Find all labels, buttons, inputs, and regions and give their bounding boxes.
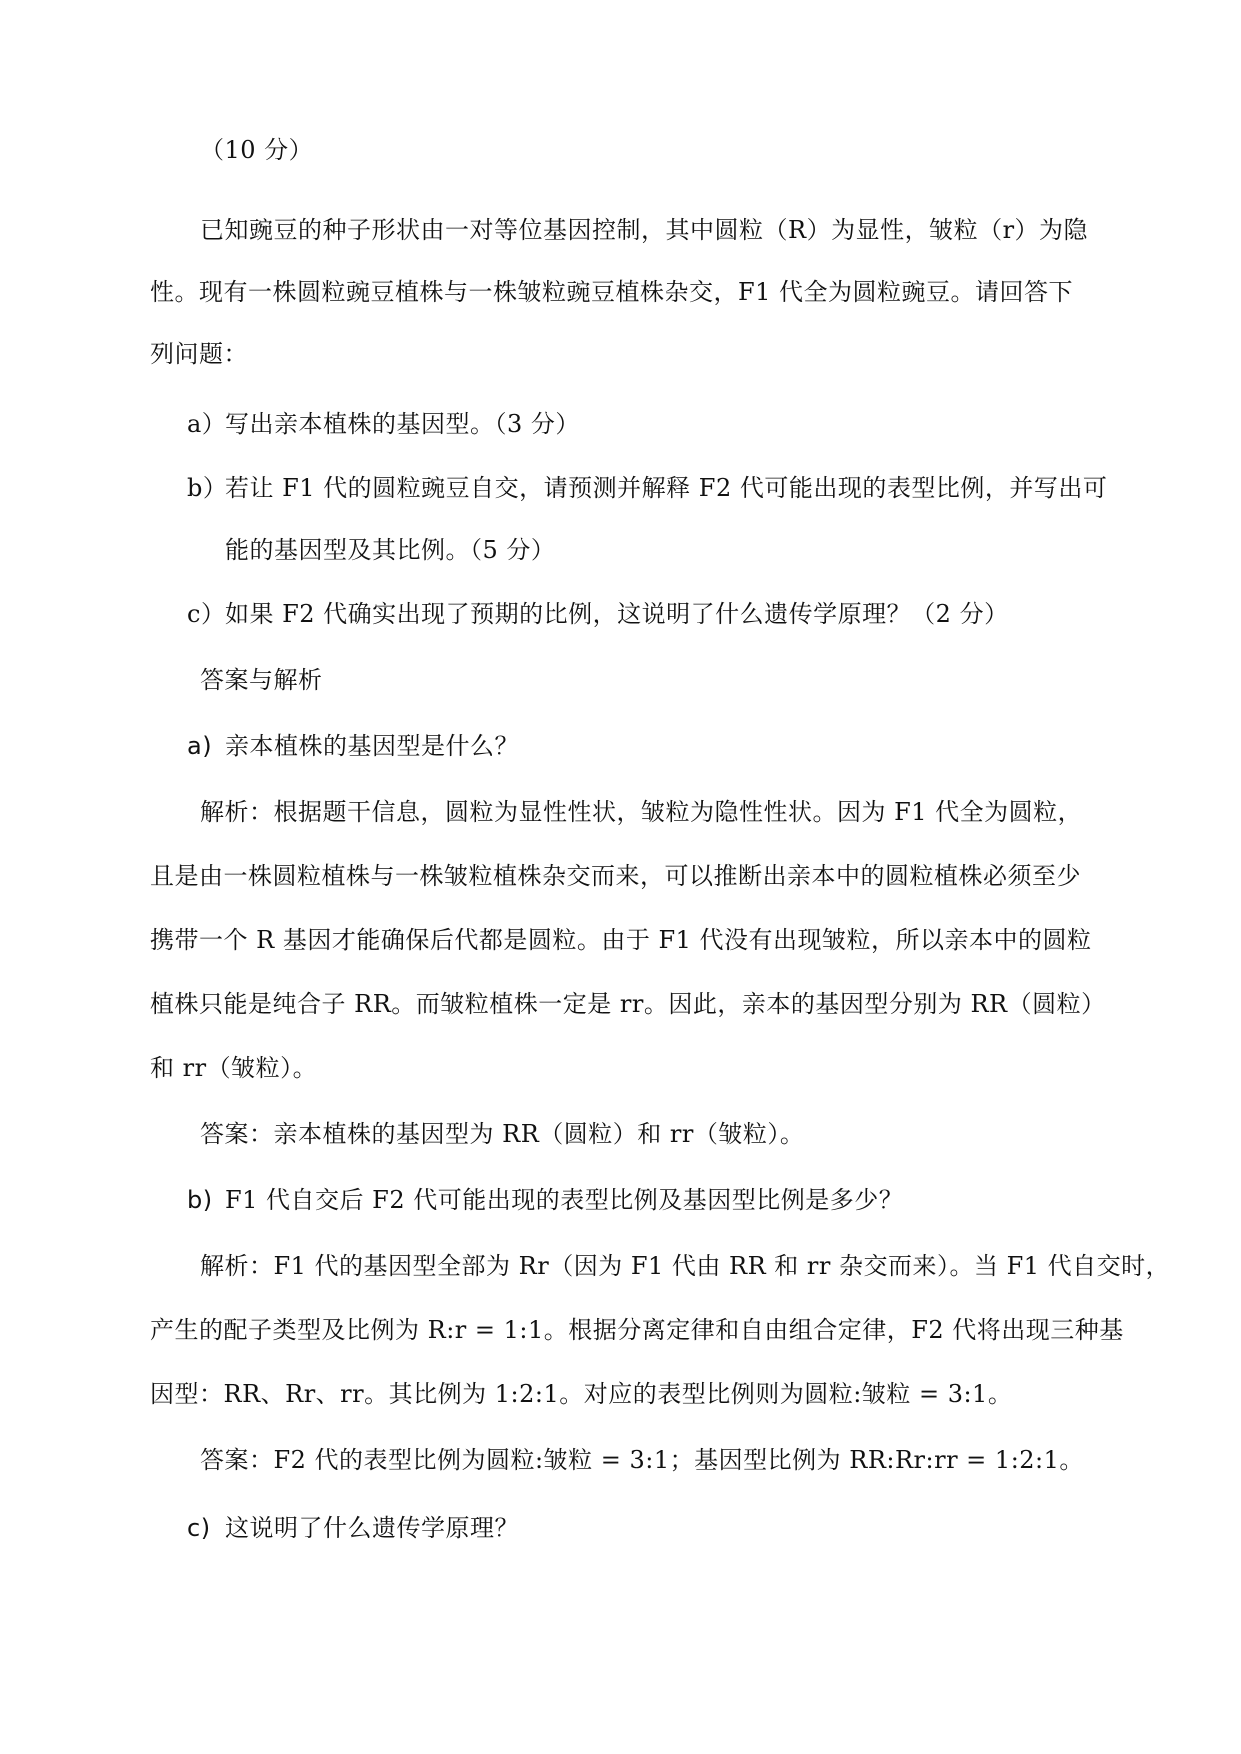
answer-c-marker: c) [187, 1514, 211, 1542]
answer-b-question-text: F1 代自交后 F2 代可能出现的表型比例及基因型比例是多少？ [225, 1186, 904, 1214]
intro-line-1: 已知豌豆的种子形状由一对等位基因控制，其中圆粒（R）为显性，皱粒（r）为隐 [200, 216, 1089, 244]
answer-b-marker: b) [187, 1186, 213, 1214]
answer-b-analysis-line-3: 因型：RR、Rr、rr。其比例为 1:2:1。对应的表型比例则为圆粒:皱粒 = 3:1。 [150, 1380, 1013, 1408]
question-c-text: 如果 F2 代确实出现了预期的比例，这说明了什么遗传学原理？（2 分） [225, 600, 1009, 628]
question-b-marker: b） [187, 474, 228, 502]
answer-a-analysis-line-5: 和 rr（皱粒）。 [150, 1054, 318, 1082]
question-b [187, 472, 1107, 504]
answer-a-analysis-line-3: 携带一个 R 基因才能确保后代都是圆粒。由于 F1 代没有出现皱粒，所以亲本中的圆粒 [150, 926, 1092, 954]
answer-a-answer: 答案：亲本植株的基因型为 RR（圆粒）和 rr（皱粒）。 [200, 1120, 805, 1148]
question-c-marker: c） [187, 600, 226, 628]
answer-b-question [187, 1184, 903, 1216]
question-b-line-1: 若让 F1 代的圆粒豌豆自交，请预测并解释 F2 代可能出现的表型比例，并写出可 [225, 474, 1108, 502]
score-note: （10 分） [200, 136, 314, 164]
question-a-text: 写出亲本植株的基因型。（3 分） [225, 410, 580, 438]
answer-b-analysis-line-2: 产生的配子类型及比例为 R:r = 1:1。根据分离定律和自由组合定律，F2 代将出现三种基 [150, 1316, 1124, 1344]
question-c [187, 598, 1009, 630]
intro-line-3: 列问题： [150, 340, 248, 368]
answer-a-question-text: 亲本植株的基因型是什么？ [225, 732, 519, 760]
answer-a-analysis-line-2: 且是由一株圆粒植株与一株皱粒植株杂交而来，可以推断出亲本中的圆粒植株必须至少 [150, 862, 1081, 890]
question-a-marker: a） [187, 410, 227, 438]
intro-line-2: 性。现有一株圆粒豌豆植株与一株皱粒豌豆植株杂交，F1 代全为圆粒豌豆。请回答下 [150, 278, 1074, 306]
answer-heading: 答案与解析 [200, 666, 323, 694]
answer-a-question [187, 730, 519, 762]
answer-c-question [187, 1512, 519, 1544]
answer-c-question-text: 这说明了什么遗传学原理？ [225, 1514, 519, 1542]
question-b-line-2: 能的基因型及其比例。（5 分） [225, 536, 556, 564]
answer-a-analysis-line-1: 解析：根据题干信息，圆粒为显性性状，皱粒为隐性性状。因为 F1 代全为圆粒， [200, 798, 1083, 826]
answer-a-marker: a) [187, 732, 213, 760]
answer-b-analysis-line-1: 解析：F1 代的基因型全部为 Rr（因为 F1 代由 RR 和 rr 杂交而来）。当 F1 代自交时， [200, 1252, 1171, 1280]
answer-a-analysis-line-4: 植株只能是纯合子 RR。而皱粒植株一定是 rr。因此，亲本的基因型分别为 RR（圆粒） [150, 990, 1106, 1018]
question-a [187, 408, 580, 440]
answer-b-answer: 答案：F2 代的表型比例为圆粒:皱粒 = 3:1；基因型比例为 RR:Rr:rr = 1:2:1。 [200, 1446, 1084, 1474]
